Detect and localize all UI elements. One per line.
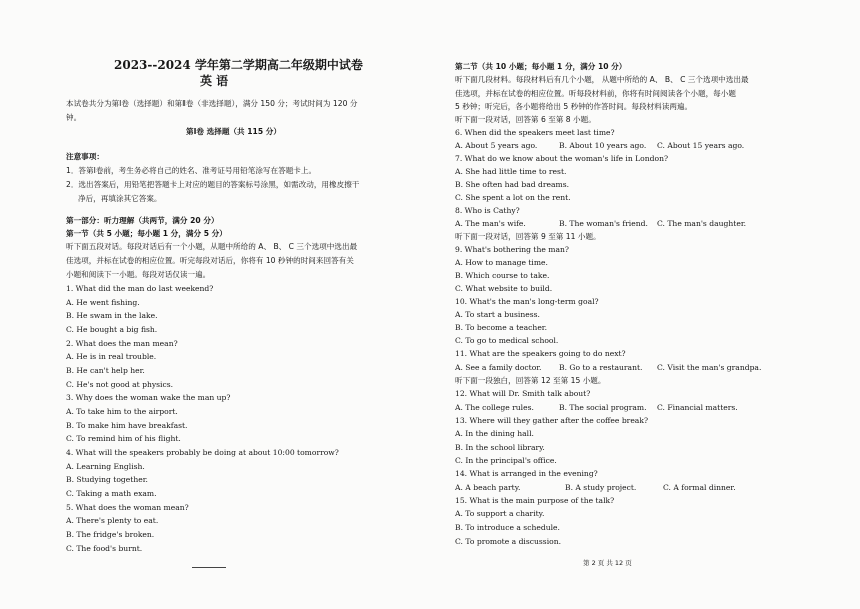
section-1-title: 第一节（共 5 小题；每小题 1 分，满分 5 分）	[66, 229, 227, 238]
listening-part-title: 第一部分：听力理解（共两节，满分 20 分）	[66, 216, 219, 225]
listen-prompt-9-11: 听下面一段对话，回答第 9 至第 11 小题。	[455, 232, 601, 241]
q13-option-c: C. In the principal's office.	[455, 456, 557, 465]
note-item-2: 2．选出答案后，用铅笔把答题卡上对应的题目的答案标号涂黑，如需改动，用橡皮擦干	[66, 180, 360, 189]
q5-option-b: B. The fridge's broken.	[66, 530, 155, 539]
q2-option-a: A. He is in real trouble.	[66, 352, 157, 361]
q12-option-a: A. The college rules.	[455, 403, 534, 412]
q12-option-c: C. Financial matters.	[657, 403, 738, 412]
question-3: 3. Why does the woman wake the man up?	[66, 393, 231, 402]
q14-option-a: A. A beach party.	[455, 483, 521, 492]
q15-option-b: B. To introduce a schedule.	[455, 523, 560, 532]
q8-option-a: A. The man's wife.	[455, 219, 526, 228]
q6-option-a: A. About 5 years ago.	[455, 141, 538, 150]
question-14: 14. What is arranged in the evening?	[455, 469, 598, 478]
q8-option-b: B. The woman's friend.	[559, 219, 648, 228]
q9-option-b: B. Which course to take.	[455, 271, 550, 280]
q10-option-a: A. To start a business.	[455, 310, 540, 319]
q2-option-b: B. He can't help her.	[66, 366, 145, 375]
note-item-2-cont: 净后，再填涂其它答案。	[78, 194, 162, 203]
subject-title: 英 语	[200, 74, 229, 88]
q6-option-b: B. About 10 years ago.	[559, 141, 647, 150]
question-5: 5. What does the woman mean?	[66, 503, 189, 512]
question-10: 10. What's the man's long-term goal?	[455, 297, 599, 306]
q3-option-b: B. To make him have breakfast.	[66, 421, 188, 430]
q4-option-c: C. Taking a math exam.	[66, 489, 157, 498]
note-item-1: 1．答第Ⅰ卷前，考生务必将自己的姓名、准考证号用铅笔涂写在答题卡上。	[66, 166, 317, 175]
section-2-instruction-1: 听下面几段材料。每段材料后有几个小题， 从题中所给的 A、 B、 C 三个选项中选出最	[455, 75, 749, 84]
q3-option-a: A. To take him to the airport.	[66, 407, 178, 416]
q13-option-b: B. In the school library.	[455, 443, 545, 452]
q10-option-b: B. To become a teacher.	[455, 323, 548, 332]
question-13: 13. Where will they gather after the coffee break?	[455, 416, 649, 425]
part-1-title: 第Ⅰ卷 选择题（共 115 分）	[186, 127, 281, 136]
q1-option-c: C. He bought a big fish.	[66, 325, 158, 334]
q9-option-a: A. How to manage time.	[455, 258, 548, 267]
question-2: 2. What does the man mean?	[66, 339, 178, 348]
q1-option-a: A. He went fishing.	[66, 298, 140, 307]
q5-option-a: A. There's plenty to eat.	[66, 516, 159, 525]
q15-option-a: A. To support a charity.	[455, 509, 545, 518]
question-9: 9. What's bothering the man?	[455, 245, 569, 254]
question-12: 12. What will Dr. Smith talk about?	[455, 389, 591, 398]
section-2-instruction-3: 5 秒钟；听完后，各小题将给出 5 秒钟的作答时间。每段材料读两遍。	[455, 102, 693, 111]
section-1-instruction-3: 小题和阅读下一小题。每段对话仅读一遍。	[66, 270, 211, 279]
q7-option-b: B. She often had bad dreams.	[455, 180, 570, 189]
intro-line-1: 本试卷共分为第Ⅰ卷（选择题）和第Ⅱ卷（非选择题），满分 150 分；考试时间为 120 分	[66, 99, 358, 108]
question-1: 1. What did the man do last weekend?	[66, 284, 214, 293]
section-1-instruction-2: 佳选项，并标在试卷的相应位置。听完每段对话后，你将有 10 秒钟的时间来回答有关	[66, 256, 354, 265]
q7-option-a: A. She had little time to rest.	[455, 167, 567, 176]
question-4: 4. What will the speakers probably be doing at about 10:00 tomorrow?	[66, 448, 339, 457]
q11-option-c: C. Visit the man's grandpa.	[657, 363, 762, 372]
question-7: 7. What do we know about the woman's life in London?	[455, 154, 669, 163]
listen-prompt-12-15: 听下面一段独白，回答第 12 至第 15 小题。	[455, 376, 606, 385]
listen-prompt-6-8: 听下面一段对话，回答第 6 至第 8 小题。	[455, 115, 596, 124]
q4-option-a: A. Learning English.	[66, 462, 145, 471]
section-2-instruction-2: 佳选项，并标在试卷的相应位置。听每段材料前，你将有时间阅读各个小题，每小题	[455, 89, 736, 98]
q5-option-c: C. The food's burnt.	[66, 544, 143, 553]
q14-option-b: B. A study project.	[565, 483, 637, 492]
notes-heading: 注意事项：	[66, 152, 104, 161]
page-number: 第 2 页 共 12 页	[583, 559, 632, 567]
q1-option-b: B. He swam in the lake.	[66, 311, 158, 320]
q8-option-c: C. The man's daughter.	[657, 219, 747, 228]
q3-option-c: C. To remind him of his flight.	[66, 434, 181, 443]
q11-option-b: B. Go to a restaurant.	[559, 363, 643, 372]
page-divider-mark	[192, 567, 226, 568]
intro-line-2: 钟。	[66, 113, 82, 122]
q9-option-c: C. What website to build.	[455, 284, 553, 293]
question-11: 11. What are the speakers going to do next?	[455, 349, 626, 358]
q4-option-b: B. Studying together.	[66, 475, 148, 484]
section-2-title: 第二节（共 10 小题；每小题 1 分，满分 10 分）	[455, 62, 627, 71]
exam-title: 2023--2024 学年第二学期高二年级期中试卷	[114, 58, 363, 72]
q10-option-c: C. To go to medical school.	[455, 336, 559, 345]
q7-option-c: C. She spent a lot on the rent.	[455, 193, 571, 202]
q13-option-a: A. In the dining hall.	[455, 429, 534, 438]
q15-option-c: C. To promote a discussion.	[455, 537, 561, 546]
q12-option-b: B. The social program.	[559, 403, 647, 412]
section-1-instruction-1: 听下面五段对话。每段对话后有一个小题，从题中所给的 A、 B、 C 三个选项中选出最	[66, 242, 358, 251]
question-6: 6. When did the speakers meet last time?	[455, 128, 615, 137]
question-8: 8. Who is Cathy?	[455, 206, 520, 215]
q14-option-c: C. A formal dinner.	[663, 483, 736, 492]
q2-option-c: C. He's not good at physics.	[66, 380, 174, 389]
q6-option-c: C. About 15 years ago.	[657, 141, 745, 150]
q11-option-a: A. See a family doctor.	[455, 363, 542, 372]
question-15: 15. What is the main purpose of the talk?	[455, 496, 615, 505]
